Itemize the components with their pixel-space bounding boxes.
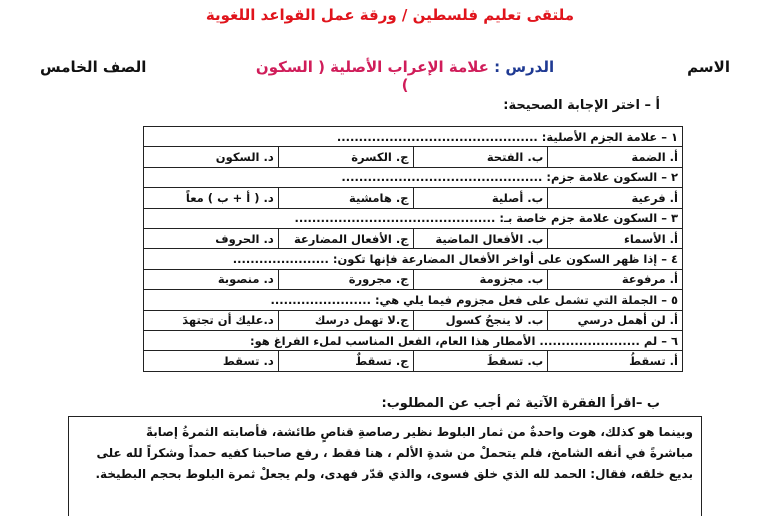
option[interactable]: ج. هامشية xyxy=(278,188,413,208)
questions-table xyxy=(143,126,683,372)
option[interactable]: أ. تسقطُ xyxy=(548,351,683,371)
option[interactable]: ب. الأفعال الماضية xyxy=(413,228,548,248)
option[interactable]: ج.لا تهمل درسك xyxy=(278,310,413,330)
option[interactable]: د. تسقط xyxy=(144,351,279,371)
lesson-line xyxy=(255,58,555,94)
option[interactable]: ب. تسقطَ xyxy=(413,351,548,371)
option[interactable]: د. السكون xyxy=(144,147,279,167)
option[interactable]: د. ( أ + ب ) معاً xyxy=(144,188,279,208)
option[interactable]: أ. الأسماء xyxy=(548,228,683,248)
option[interactable]: ب. أصلية xyxy=(413,188,548,208)
option[interactable]: ج. الأفعال المضارعة xyxy=(278,228,413,248)
reading-passage xyxy=(68,416,702,516)
question-row xyxy=(144,167,683,187)
option[interactable]: أ. فرعية xyxy=(548,188,683,208)
question-text: ١ – علامة الجزم الأصلية: .............................................. xyxy=(144,127,683,147)
options-row xyxy=(144,269,683,289)
option[interactable]: ب. مجزومة xyxy=(413,269,548,289)
option[interactable]: ج. تسقطٌ xyxy=(278,351,413,371)
option[interactable]: د.عليك أن تجتهدَ xyxy=(144,310,279,330)
option[interactable]: ج. الكسرة xyxy=(278,147,413,167)
option[interactable]: ج. مجرورة xyxy=(278,269,413,289)
option[interactable]: أ. لن أهمل درسي xyxy=(548,310,683,330)
grade-label: الصف الخامس xyxy=(40,58,147,76)
section-a-heading: أ – اختر الإجابة الصحيحة: xyxy=(503,98,660,113)
option[interactable]: ب. لا ينجحُ كسول xyxy=(413,310,548,330)
options-row xyxy=(144,310,683,330)
question-text: ٢ – السكون علامة جزم: .............................................. xyxy=(144,167,683,187)
option[interactable]: أ. الضمة xyxy=(548,147,683,167)
passage-line: وبينما هو كذلك، هوت واحدةٌ من ثمار البلوط نظير رصاصةِ قناصٍ طائشة، فأصابته الثمرةُ إصابةً xyxy=(146,425,693,439)
lesson-title: علامة الإعراب الأصلية ( السكون ) xyxy=(255,58,489,94)
question-text: ٥ – الجملة التي تشمل على فعل مجزوم فيما يلي هي: ....................... xyxy=(144,290,683,310)
options-row xyxy=(144,147,683,167)
question-row xyxy=(144,330,683,350)
name-label: الاسم xyxy=(687,58,730,76)
options-row xyxy=(144,188,683,208)
option[interactable]: أ. مرفوعة xyxy=(548,269,683,289)
options-row xyxy=(144,228,683,248)
worksheet-title: ملتقى تعليم فلسطين / ورقة عمل القواعد اللغوية xyxy=(205,6,575,24)
section-b-heading: ب –اقرأ الفقرة الآتية ثم أجب عن المطلوب: xyxy=(381,396,660,411)
question-row xyxy=(144,290,683,310)
question-row xyxy=(144,127,683,147)
question-text: ٦ – لم ....................... الأمطار هذا العام، الفعل المناسب لملء الفراغ هو: xyxy=(144,330,683,350)
question-text: ٤ – إذا ظهر السكون على أواخر الأفعال المضارعة فإنها تكون: ...................... xyxy=(144,249,683,269)
options-row xyxy=(144,351,683,371)
option[interactable]: د. الحروف xyxy=(144,228,279,248)
question-text: ٣ – السكون علامة جزم خاصة بـ: .............................................. xyxy=(144,208,683,228)
lesson-label: الدرس : xyxy=(494,58,555,76)
question-row xyxy=(144,208,683,228)
option[interactable]: د. منصوبة xyxy=(144,269,279,289)
question-row xyxy=(144,249,683,269)
passage-line: مباشرةً في أنفه الشامخ، فلم يتحملْ من شدةِ الألم ، هنا فقط ، رفع صاحبنا كفيه حمداً وشكراً لله على xyxy=(96,446,693,460)
option[interactable]: ب. الفتحة xyxy=(413,147,548,167)
passage-line: بديع خلقه، فقال: الحمد لله الذي خلق فسوى، والذي قدّر فهدى، ولم يجعلْ ثمرة البلوط بحجم البطيخة. xyxy=(95,467,693,481)
